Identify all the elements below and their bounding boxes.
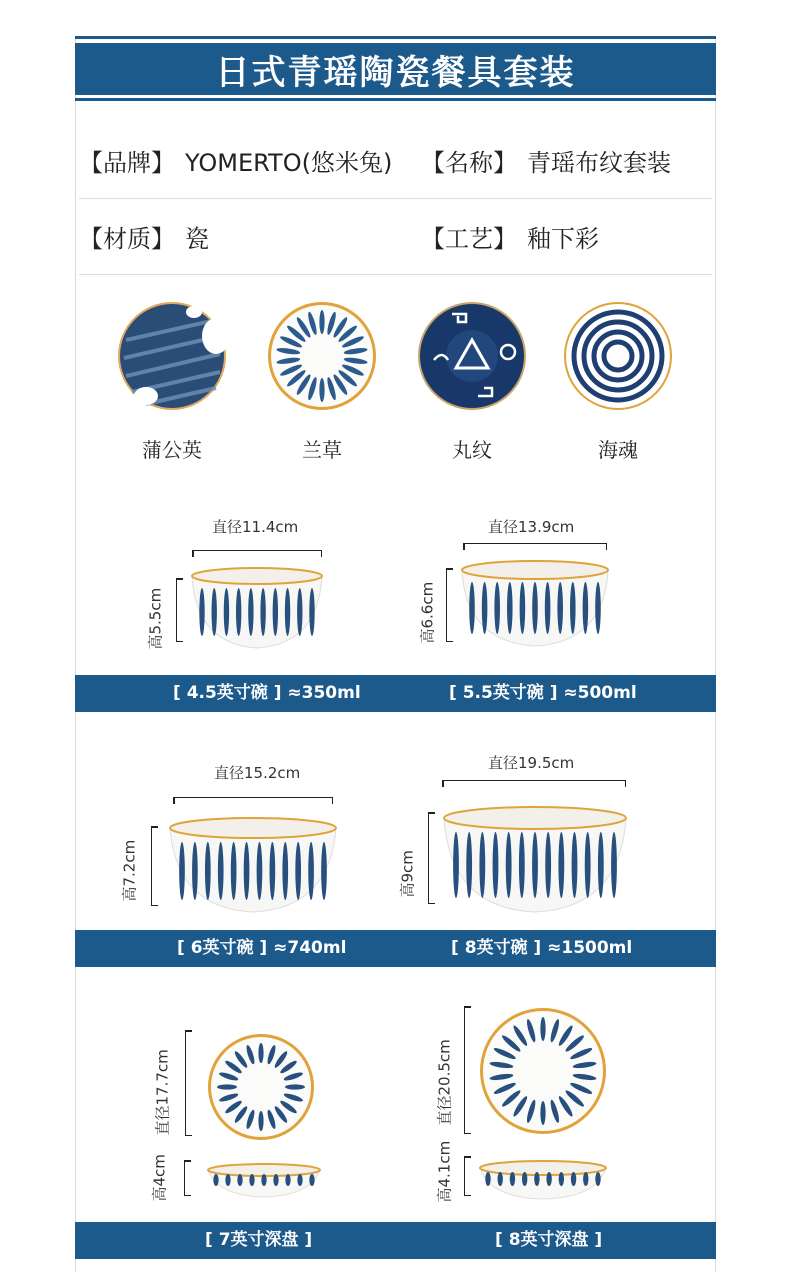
glaze-stripe (595, 582, 601, 634)
diameter-label: 直径20.5cm (435, 1039, 454, 1126)
glaze-stripe (585, 832, 591, 898)
glaze-stripe (231, 842, 237, 900)
bowl-5-5-icon (458, 558, 612, 650)
pattern-round (412, 300, 532, 463)
glaze-stripe (469, 582, 475, 634)
glaze-stripe (273, 588, 278, 636)
pattern-label: 海魂 (598, 438, 638, 462)
glaze-petal (258, 1111, 263, 1131)
size-label: [ 8英寸深盘 ] (495, 1230, 603, 1250)
sea-soul-plate-icon (562, 300, 674, 412)
glaze-stripe (309, 1174, 314, 1186)
glaze-stripe (192, 842, 198, 900)
diameter-bracket (463, 543, 607, 544)
spec-key: 【工艺】 (421, 224, 517, 253)
glaze-stripe (485, 1172, 490, 1186)
size-label: [ 6英寸碗 ] ≈740ml (177, 938, 347, 958)
glaze-stripe (453, 832, 459, 898)
glaze-stripe (494, 582, 500, 634)
height-label: 高5.5cm (146, 587, 165, 650)
glaze-stripe (572, 832, 578, 898)
spec-key: 【材质】 (79, 224, 175, 253)
height-label: 高9cm (398, 850, 417, 898)
height-bracket (176, 578, 177, 642)
size-label: [ 4.5英寸碗 ] ≈350ml (173, 683, 361, 703)
glaze-petal (258, 1043, 263, 1063)
pattern-dandelion (112, 300, 232, 463)
bowl-6-icon (166, 814, 340, 914)
size-label: [ 5.5英寸碗 ] ≈500ml (449, 683, 637, 703)
glaze-stripe (571, 1172, 576, 1186)
glaze-stripe (479, 832, 485, 898)
glaze-stripe (546, 1172, 551, 1186)
page-title: 日式青瑶陶瓷餐具套装 (215, 52, 576, 93)
glaze-stripe (583, 582, 589, 634)
pattern-label: 蒲公英 (142, 438, 202, 462)
glaze-petal (285, 1084, 305, 1089)
glaze-stripe (179, 842, 185, 900)
glaze-stripe (598, 832, 604, 898)
glaze-stripe (218, 842, 224, 900)
glaze-stripe (545, 832, 551, 898)
glaze-petal (319, 378, 324, 402)
glaze-petal (540, 1101, 545, 1125)
plate-8-side-icon (476, 1156, 610, 1202)
size-band-2 (75, 930, 716, 967)
spec-name (421, 122, 671, 198)
glaze-stripe (583, 1172, 588, 1186)
title-bottom-rule (75, 98, 716, 101)
glaze-stripe (273, 1174, 278, 1186)
pattern-orchid (262, 300, 382, 463)
glaze-stripe (282, 842, 288, 900)
glaze-stripe (285, 588, 290, 636)
glaze-stripe (482, 582, 488, 634)
height-label: 高7.2cm (120, 839, 139, 902)
glaze-stripe (506, 832, 512, 898)
glaze-stripe (507, 582, 513, 634)
size-band-3 (75, 1222, 716, 1259)
diameter-bracket (464, 1006, 465, 1134)
size-band-1 (75, 675, 716, 712)
glaze-stripe (510, 1172, 515, 1186)
spec-value: YOMERTO(悠米兔) (185, 148, 393, 177)
diameter-label: 直径17.7cm (153, 1049, 172, 1136)
glaze-stripe (498, 1172, 503, 1186)
glaze-stripe (520, 582, 526, 634)
dandelion-plate-icon (116, 300, 228, 412)
diameter-label: 直径11.4cm (212, 518, 299, 536)
glaze-stripe (611, 832, 617, 898)
glaze-stripe (260, 588, 265, 636)
pattern-label: 兰草 (302, 438, 342, 462)
glaze-stripe (545, 582, 551, 634)
glaze-petal (319, 310, 324, 334)
title-banner (75, 36, 716, 102)
glaze-stripe (308, 842, 314, 900)
title-bar (75, 43, 716, 95)
diameter-label: 直径19.5cm (488, 754, 575, 772)
glaze-stripe (295, 842, 301, 900)
glaze-stripe (321, 842, 327, 900)
glaze-stripe (309, 588, 314, 636)
plate-7-top-icon (206, 1032, 316, 1142)
glaze-stripe (270, 842, 276, 900)
glaze-stripe (212, 588, 217, 636)
glaze-petal (217, 1084, 237, 1089)
spec-key: 【名称】 (421, 148, 517, 177)
glaze-stripe (297, 1174, 302, 1186)
pattern-label: 丸纹 (452, 438, 492, 462)
height-bracket (428, 812, 429, 904)
glaze-stripe (205, 842, 211, 900)
bowl-8-icon (440, 804, 630, 914)
glaze-stripe (595, 1172, 600, 1186)
glaze-stripe (493, 832, 499, 898)
glaze-stripe (534, 1172, 539, 1186)
glaze-stripe (532, 832, 538, 898)
glaze-stripe (261, 1174, 266, 1186)
height-bracket (151, 826, 152, 906)
glaze-stripe (249, 1174, 254, 1186)
diameter-label: 直径15.2cm (214, 764, 301, 782)
diameter-bracket (442, 780, 626, 781)
spec-brand (79, 122, 392, 198)
glaze-petal (540, 1017, 545, 1041)
round-pattern-plate-icon (416, 300, 528, 412)
plate-7-side-icon (204, 1160, 324, 1200)
size-label: [ 8英寸碗 ] ≈1500ml (451, 938, 633, 958)
diameter-label: 直径13.9cm (488, 518, 575, 536)
spec-value: 瓷 (185, 224, 209, 253)
height-bracket (446, 568, 447, 642)
plate-8-top-icon (478, 1006, 608, 1136)
glaze-stripe (557, 582, 563, 634)
diameter-bracket (185, 1030, 186, 1136)
glaze-stripe (224, 588, 229, 636)
glaze-stripe (213, 1174, 218, 1186)
glaze-stripe (519, 832, 525, 898)
orchid-plate-icon (266, 300, 378, 412)
glaze-stripe (570, 582, 576, 634)
height-bracket (184, 1160, 185, 1196)
glaze-stripe (297, 588, 302, 636)
glaze-stripe (248, 588, 253, 636)
glaze-stripe (532, 582, 538, 634)
height-label: 高6.6cm (418, 581, 437, 644)
height-bracket (464, 1156, 465, 1196)
spec-material (79, 198, 209, 274)
spec-row-2 (79, 198, 712, 275)
glaze-stripe (199, 588, 204, 636)
diameter-bracket (192, 550, 322, 551)
spec-key: 【品牌】 (79, 148, 175, 177)
glaze-stripe (225, 1174, 230, 1186)
size-label: [ 7英寸深盘 ] (205, 1230, 313, 1250)
spec-value: 釉下彩 (527, 224, 599, 253)
bowl-4-5-icon (188, 566, 326, 652)
glaze-stripe (244, 842, 250, 900)
pattern-sea-soul (558, 300, 678, 463)
glaze-stripe (236, 588, 241, 636)
glaze-stripe (237, 1174, 242, 1186)
height-label: 高4.1cm (435, 1140, 454, 1203)
glaze-stripe (558, 832, 564, 898)
glaze-stripe (466, 832, 472, 898)
glaze-stripe (522, 1172, 527, 1186)
spec-craft (421, 198, 599, 274)
height-label: 高4cm (150, 1154, 169, 1202)
glaze-stripe (257, 842, 263, 900)
diameter-bracket (173, 797, 333, 798)
title-top-rule (75, 36, 716, 39)
glaze-stripe (285, 1174, 290, 1186)
spec-value: 青瑶布纹套装 (527, 148, 671, 177)
spec-row-1 (79, 122, 712, 199)
glaze-stripe (559, 1172, 564, 1186)
